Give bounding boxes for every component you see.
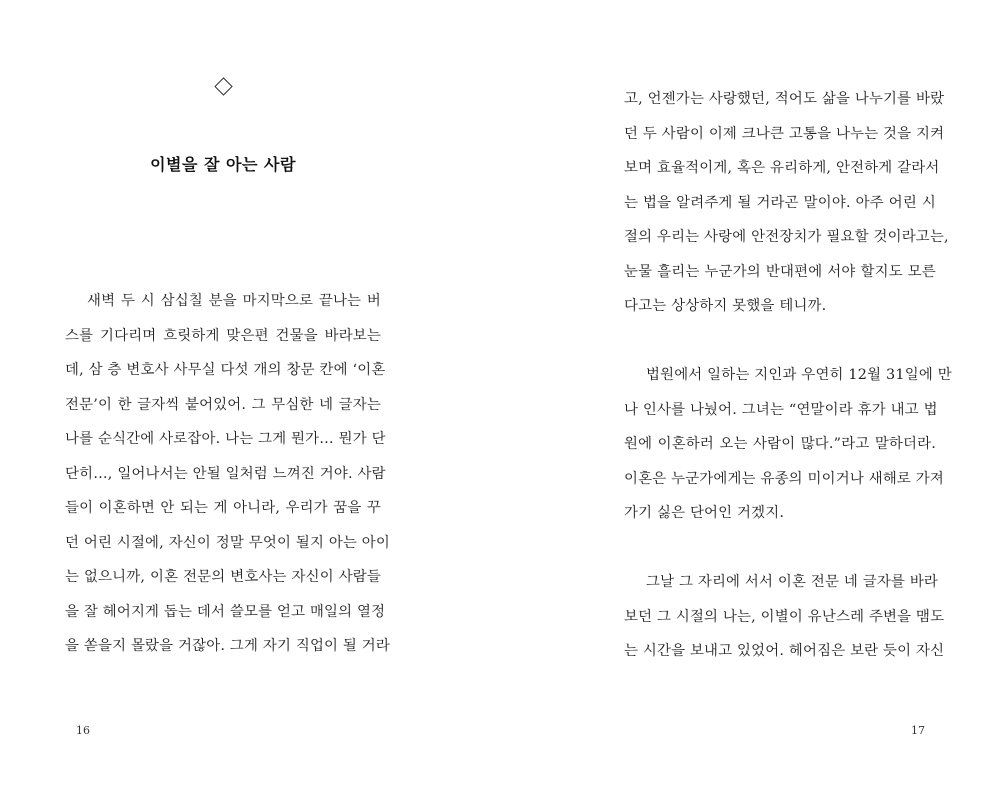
text-line: 원에 이혼하러 오는 사람이 많다.”라고 말하더라. xyxy=(624,436,936,452)
right-body-text xyxy=(624,82,952,669)
left-body-text xyxy=(65,284,390,664)
text-line: 는 시간을 보내고 있었어. 헤어짐은 보란 듯이 자신 xyxy=(624,643,945,659)
text-line: 눈물 흘리는 누군가의 반대편에 서야 할지도 모른 xyxy=(624,263,936,280)
text-line: 는 없으니까, 이혼 전문의 변호사는 자신이 사람들 xyxy=(65,569,381,585)
text-line: 고, 언젠가는 사랑했던, 적어도 삶을 나누기를 바랐 xyxy=(624,91,945,107)
text-line: 는 법을 알려주게 될 거라곤 말이야. 아주 어린 시 xyxy=(624,194,936,211)
paragraph-gap xyxy=(624,324,936,359)
text-line: 전문’이 한 글자씩 붙어있어. 그 무심한 네 글자는 xyxy=(65,396,381,413)
text-line: 보며 효율적이게, 혹은 유리하게, 안전하게 갈라서 xyxy=(624,160,940,176)
chapter-title: 이별을 잘 아는 사람 xyxy=(150,155,296,174)
page-number-right: 17 xyxy=(911,724,925,737)
text-line: 보던 그 시절의 나는, 이별이 유난스레 주변을 맴도 xyxy=(624,608,945,625)
text-line: 을 잘 헤어지게 돕는 데서 쓸모를 얻고 매일의 열정 xyxy=(65,603,386,620)
text-line: 다고는 상상하지 못했을 테니까. xyxy=(624,298,827,314)
diamond-ornament-icon xyxy=(214,77,232,95)
text-line: 이혼은 누군가에게는 유종의 미이거나 새해로 가져 xyxy=(624,470,945,487)
paragraph-gap xyxy=(624,531,936,566)
text-line: 그날 그 자리에 서서 이혼 전문 네 글자를 바라 xyxy=(646,574,939,590)
text-line: 던 두 사람이 이제 크나큰 고통을 나누는 것을 지켜 xyxy=(624,125,945,142)
text-line: 던 어린 시절에, 자신이 정말 무엇이 될지 아는 아이 xyxy=(65,534,390,551)
page-number-left: 16 xyxy=(76,724,90,737)
text-line: 스를 기다리며 흐릿하게 맞은편 건물을 바라보는 xyxy=(65,327,381,344)
text-line: 나 인사를 나눴어. 그녀는 “연말이라 휴가 내고 법 xyxy=(624,401,938,418)
right-page xyxy=(500,0,1000,812)
text-line: 들이 이혼하면 안 되는 게 아니라, 우리가 꿈을 꾸 xyxy=(65,500,381,516)
text-line: 가기 싫은 단어인 거겠지. xyxy=(624,505,785,521)
text-line: 법원에서 일하는 지인과 우연히 12월 31일에 만 xyxy=(646,367,952,383)
text-line: 단히…, 일어나서는 안될 일처럼 느껴진 거야. 사람 xyxy=(65,465,386,482)
text-line: 새벽 두 시 삼십칠 분을 마지막으로 끝나는 버 xyxy=(87,293,381,309)
text-line: 데, 삼 층 변호사 사무실 다섯 개의 창문 칸에 ‘이혼 xyxy=(65,362,386,378)
text-line: 을 쏟을지 몰랐을 거잖아. 그게 자기 직업이 될 거라 xyxy=(65,638,390,654)
text-line: 나를 순식간에 사로잡아. 나는 그게 뭔가… 뭔가 단 xyxy=(65,431,386,447)
text-line: 절의 우리는 사랑에 안전장치가 필요할 것이라고는, xyxy=(624,229,949,245)
